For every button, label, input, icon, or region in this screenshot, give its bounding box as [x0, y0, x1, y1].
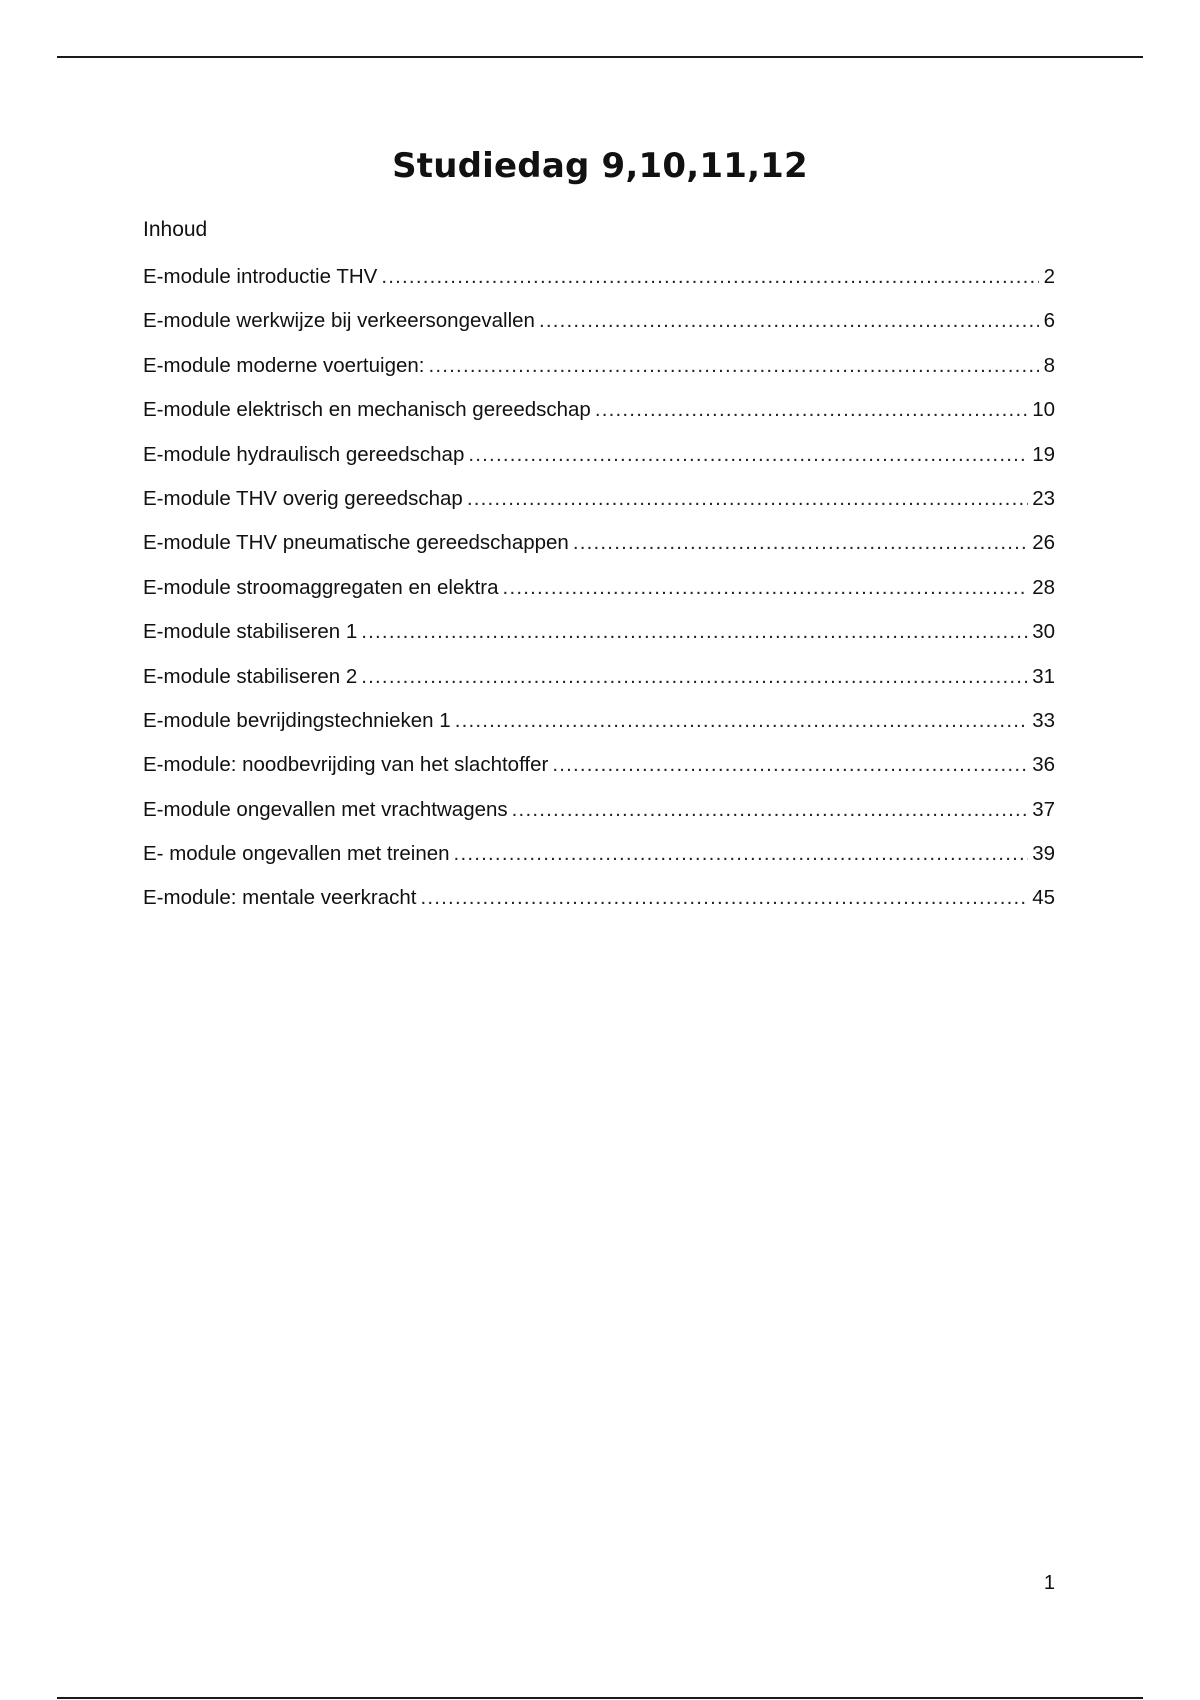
toc-dot-leader — [512, 798, 1029, 822]
toc-dot-leader — [552, 753, 1028, 777]
toc-entry-page: 2 — [1043, 265, 1055, 288]
toc-dot-leader — [361, 620, 1028, 644]
toc-entry-label: E-module stabiliseren 1 — [143, 620, 358, 644]
toc-dot-leader — [361, 665, 1028, 689]
toc-dot-leader — [467, 487, 1028, 511]
table-of-contents — [143, 265, 1055, 931]
toc-entry-label: E-module: mentale veerkracht — [143, 886, 417, 910]
toc-entry-page: 33 — [1032, 708, 1055, 732]
toc-entry-label: E-module moderne voertuigen: — [143, 353, 425, 377]
toc-dot-leader — [468, 443, 1028, 467]
toc-entry-page: 23 — [1032, 486, 1055, 510]
toc-heading: Inhoud — [143, 218, 208, 241]
toc-entry[interactable] — [143, 443, 1055, 487]
toc-entry-page: 8 — [1043, 353, 1055, 377]
footer-rule — [57, 1697, 1143, 1699]
toc-entry[interactable] — [143, 753, 1055, 797]
toc-entry-label: E-module THV pneumatische gereedschappen — [143, 531, 569, 555]
toc-dot-leader — [428, 354, 1039, 378]
toc-entry-page: 37 — [1032, 797, 1055, 821]
toc-entry[interactable] — [143, 620, 1055, 664]
toc-entry-label: E-module introductie THV — [143, 265, 378, 288]
toc-entry-label: E-module: noodbevrijding van het slachtoffer — [143, 753, 549, 777]
document-title: Studiedag 9,10,11,12 — [392, 146, 808, 186]
toc-entry[interactable] — [143, 842, 1055, 886]
toc-dot-leader — [420, 886, 1028, 910]
toc-entry[interactable] — [143, 265, 1055, 309]
toc-entry-page: 31 — [1032, 664, 1055, 688]
header-rule — [57, 56, 1143, 58]
toc-dot-leader — [503, 576, 1029, 600]
toc-entry-label: E-module bevrijdingstechnieken 1 — [143, 708, 451, 732]
toc-entry-page: 26 — [1032, 531, 1055, 555]
toc-entry-page: 10 — [1032, 398, 1055, 422]
toc-entry[interactable] — [143, 531, 1055, 575]
toc-entry[interactable] — [143, 487, 1055, 531]
toc-entry[interactable] — [143, 398, 1055, 442]
toc-dot-leader — [595, 398, 1028, 422]
toc-entry-page: 45 — [1032, 886, 1055, 910]
toc-entry-page: 30 — [1032, 620, 1055, 644]
toc-entry[interactable] — [143, 798, 1055, 842]
toc-dot-leader — [381, 265, 1039, 289]
toc-dot-leader — [573, 531, 1028, 555]
toc-entry[interactable] — [143, 665, 1055, 709]
toc-entry-label: E-module werkwijze bij verkeersongevallen — [143, 309, 535, 333]
toc-entry-page: 6 — [1043, 309, 1055, 333]
toc-dot-leader — [539, 309, 1039, 333]
toc-entry[interactable] — [143, 354, 1055, 398]
toc-entry-page: 39 — [1032, 842, 1055, 866]
toc-entry[interactable] — [143, 309, 1055, 353]
toc-entry-label: E-module ongevallen met vrachtwagens — [143, 797, 508, 821]
toc-entry-page: 28 — [1032, 575, 1055, 599]
toc-dot-leader — [454, 842, 1029, 866]
toc-entry[interactable] — [143, 709, 1055, 753]
toc-entry[interactable] — [143, 576, 1055, 620]
toc-entry-label: E-module hydraulisch gereedschap — [143, 442, 465, 466]
toc-entry[interactable] — [143, 886, 1055, 930]
page-number: 1 — [1043, 1572, 1055, 1594]
toc-entry-label: E- module ongevallen met treinen — [143, 842, 450, 866]
toc-entry-label: E-module elektrisch en mechanisch gereedschap — [143, 398, 591, 422]
toc-entry-page: 19 — [1032, 442, 1055, 466]
toc-dot-leader — [455, 709, 1029, 733]
toc-entry-page: 36 — [1032, 753, 1055, 777]
toc-entry-label: E-module stroomaggregaten en elektra — [143, 575, 499, 599]
toc-entry-label: E-module stabiliseren 2 — [143, 664, 358, 688]
toc-entry-label: E-module THV overig gereedschap — [143, 486, 463, 510]
